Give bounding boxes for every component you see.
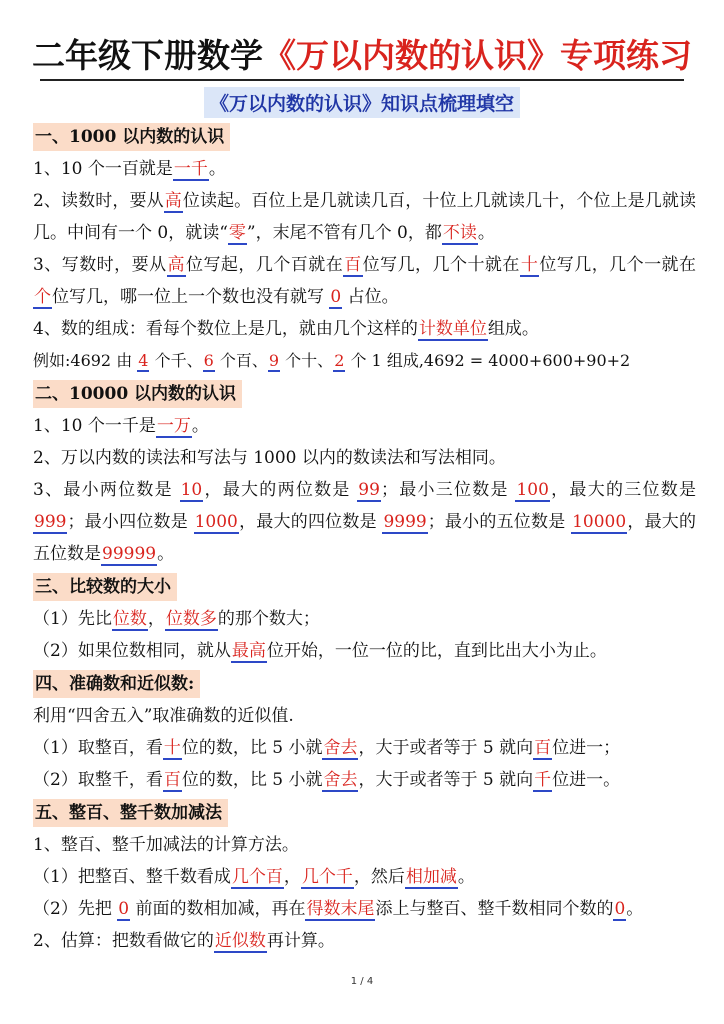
title-underline — [40, 79, 684, 81]
answer: 不读 — [442, 223, 477, 243]
answer: 一千 — [173, 159, 208, 179]
section-heading-4: 四、准确数和近似数: — [33, 670, 200, 698]
answer: 4 — [138, 351, 149, 370]
answer: 个 — [34, 287, 51, 307]
answer: 0 — [330, 287, 342, 307]
answer: 9999 — [383, 512, 427, 532]
answer: 6 — [203, 351, 214, 370]
answer: 100 — [516, 480, 549, 500]
answer: 计数单位 — [418, 319, 487, 339]
page-title — [0, 30, 724, 77]
answer: 近似数 — [214, 931, 266, 951]
answer: 99 — [358, 480, 380, 500]
point-1-2: 2、读数时，要从高位读起。百位上是几就读几百，十位上几就读几十，个位上是几就读几。中间有一个 0，就读“零”，末尾不管有几个 0，都不读。 — [33, 191, 697, 243]
answer: 一万 — [156, 416, 191, 436]
section-heading-1: 一、1000 以内数的认识 — [33, 123, 230, 151]
answer: 高 — [164, 191, 182, 211]
answer: 0 — [118, 899, 130, 919]
section-heading-3: 三、比较数的大小 — [33, 573, 177, 601]
answer: 相加减 — [405, 867, 457, 887]
point-2-3: 3、最小两位数是 10，最大的两位数是 99；最小三位数是 100，最大的三位数是 999；最小四位数是 1000，最大的四位数是 9999；最小的五位数是 10000，最大的五位数是99999。 — [33, 480, 697, 564]
answer: 10000 — [572, 512, 627, 532]
answer: 10 — [180, 480, 203, 500]
answer: 99999 — [102, 544, 157, 564]
answer: 百 — [534, 738, 552, 758]
point-5-4: 2、估算：把数看做它的近似数再计算。 — [33, 931, 335, 951]
title-topic: 《万以内数的认识》专项练习 — [263, 36, 692, 75]
answer: 百 — [163, 770, 181, 790]
point-1-1: 1、10 个一百就是一千。 — [33, 159, 226, 179]
section-heading-2: 二、10000 以内数的认识 — [33, 380, 242, 408]
page-number: 1 / 4 — [350, 976, 374, 987]
answer: 舍去 — [323, 770, 358, 790]
answer: 高 — [167, 255, 185, 275]
point-5-2: （1）把整百、整千数看成几个百，几个千，然后相加减。 — [33, 867, 475, 887]
point-4-1: 利用“四舍五入”取准确数的近似值. — [33, 706, 294, 726]
point-3-2: （2）如果位数相同，就从最高位开始，一位一位的比，直到比出大小为止。 — [33, 641, 607, 661]
point-4-3: （2）取整千，看百位的数，比 5 小就舍去，大于或者等于 5 就向千位进一。 — [33, 770, 621, 790]
point-5-3: （2）先把 0 前面的数相加减，再在得数末尾添上与整百、整千数相同个数的0。 — [33, 899, 644, 919]
answer: 几个百 — [231, 867, 283, 887]
point-2-1: 1、10 个一千是一万。 — [33, 416, 209, 436]
point-1-example: 例如:4692 由 4 个千、6 个百、9 个十、2 个 1 组成,4692 = 4000+600+90+2 — [33, 351, 631, 370]
answer: 舍去 — [323, 738, 358, 758]
point-3-1: （1）先比位数，位数多的那个数大； — [33, 609, 320, 629]
subtitle: 《万以内数的认识》知识点梳理填空 — [204, 87, 520, 118]
point-1-3: 3、写数时，要从高位写起，几个百就在百位写几，几个十就在十位写几，几个一就在个位写几，哪一位上一个数也没有就写 0 占位。 — [33, 255, 697, 307]
answer: 位数 — [112, 609, 147, 629]
answer: 零 — [228, 223, 246, 243]
answer: 999 — [34, 512, 67, 532]
answer: 千 — [534, 770, 552, 790]
content — [33, 120, 696, 957]
title-grade: 二年级下册数学 — [32, 36, 263, 75]
answer: 9 — [268, 351, 280, 370]
answer: 十 — [163, 738, 181, 758]
point-4-2: （1）取整百，看十位的数，比 5 小就舍去，大于或者等于 5 就向百位进一； — [33, 738, 621, 758]
point-1-4: 4、数的组成：看每个数位上是几，就由几个这样的计数单位组成。 — [33, 319, 539, 339]
answer: 0 — [614, 899, 626, 919]
answer: 位数多 — [165, 609, 217, 629]
point-5-1: 1、整百、整千加减法的计算方法。 — [33, 835, 299, 855]
answer: 十 — [520, 255, 539, 275]
section-heading-5: 五、整百、整千数加减法 — [33, 799, 228, 827]
point-2-2: 2、万以内数的读法和写法与 1000 以内的数读法和写法相同。 — [33, 448, 506, 468]
answer: 得数末尾 — [306, 899, 375, 919]
answer: 最高 — [231, 641, 266, 661]
answer: 几个千 — [301, 867, 353, 887]
answer: 1000 — [194, 512, 238, 532]
answer: 百 — [344, 255, 362, 275]
answer: 2 — [334, 351, 345, 370]
